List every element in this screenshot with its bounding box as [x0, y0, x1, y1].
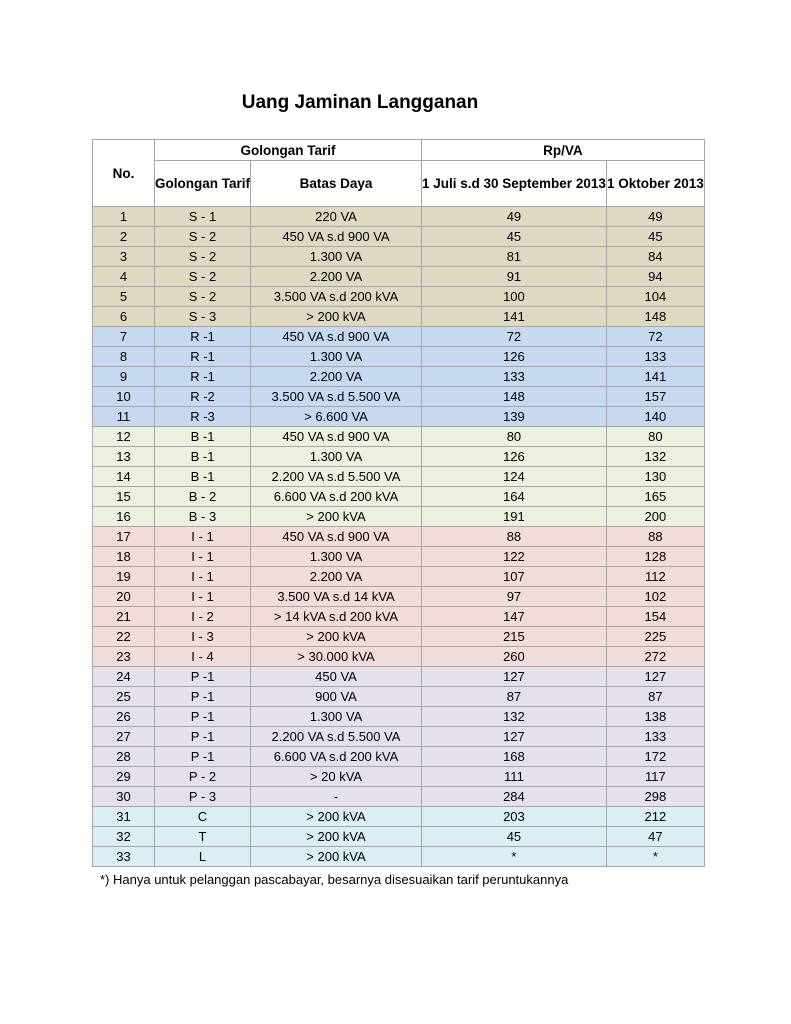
rp-va-period-1-cell: 45	[422, 227, 607, 247]
table-row	[93, 527, 705, 547]
rp-va-period-1-cell: 141	[422, 307, 607, 327]
table-row	[93, 347, 705, 367]
rp-va-period-2-cell: 212	[606, 807, 704, 827]
golongan-tarif-cell: B -1	[155, 427, 251, 447]
rp-va-period-2-cell: 104	[606, 287, 704, 307]
batas-daya-cell: 3.500 VA s.d 5.500 VA	[251, 387, 422, 407]
row-number: 5	[93, 287, 155, 307]
row-number: 20	[93, 587, 155, 607]
header-batas-daya: Batas Daya	[251, 161, 422, 207]
rp-va-period-2-cell: 165	[606, 487, 704, 507]
golongan-tarif-cell: P -1	[155, 707, 251, 727]
batas-daya-cell: > 200 kVA	[251, 627, 422, 647]
rp-va-period-1-cell: 126	[422, 347, 607, 367]
rp-va-period-1-cell: 72	[422, 327, 607, 347]
golongan-tarif-cell: I - 1	[155, 527, 251, 547]
rp-va-period-1-cell: 127	[422, 667, 607, 687]
rp-va-period-1-cell: 164	[422, 487, 607, 507]
table-row	[93, 507, 705, 527]
rp-va-period-1-cell: 147	[422, 607, 607, 627]
golongan-tarif-cell: S - 1	[155, 207, 251, 227]
row-number: 14	[93, 467, 155, 487]
row-number: 21	[93, 607, 155, 627]
table-row	[93, 367, 705, 387]
batas-daya-cell: 1.300 VA	[251, 247, 422, 267]
rp-va-period-1-cell: 45	[422, 827, 607, 847]
rp-va-period-1-cell: 168	[422, 747, 607, 767]
batas-daya-cell: 2.200 VA	[251, 267, 422, 287]
row-number: 30	[93, 787, 155, 807]
batas-daya-cell: 3.500 VA s.d 14 kVA	[251, 587, 422, 607]
header-rp-va-group: Rp/VA	[422, 140, 705, 161]
row-number: 29	[93, 767, 155, 787]
golongan-tarif-cell: R -1	[155, 367, 251, 387]
batas-daya-cell: 2.200 VA	[251, 567, 422, 587]
table-row	[93, 747, 705, 767]
rp-va-period-2-cell: 148	[606, 307, 704, 327]
row-number: 6	[93, 307, 155, 327]
golongan-tarif-cell: R -2	[155, 387, 251, 407]
row-number: 33	[93, 847, 155, 867]
golongan-tarif-cell: S - 2	[155, 247, 251, 267]
golongan-tarif-cell: S - 2	[155, 227, 251, 247]
rp-va-period-2-cell: 132	[606, 447, 704, 467]
rp-va-period-1-cell: 127	[422, 727, 607, 747]
batas-daya-cell: 2.200 VA	[251, 367, 422, 387]
row-number: 3	[93, 247, 155, 267]
batas-daya-cell: 1.300 VA	[251, 547, 422, 567]
row-number: 11	[93, 407, 155, 427]
golongan-tarif-cell: P -1	[155, 747, 251, 767]
table-row	[93, 207, 705, 227]
header-period-1: 1 Juli s.d 30 September 2013	[422, 161, 607, 207]
rp-va-period-2-cell: 94	[606, 267, 704, 287]
header-period-2: 1 Oktober 2013	[606, 161, 704, 207]
row-number: 8	[93, 347, 155, 367]
batas-daya-cell: 3.500 VA s.d 200 kVA	[251, 287, 422, 307]
rp-va-period-2-cell: 45	[606, 227, 704, 247]
golongan-tarif-cell: B -1	[155, 447, 251, 467]
rp-va-period-2-cell: *	[606, 847, 704, 867]
batas-daya-cell: > 6.600 VA	[251, 407, 422, 427]
table-row	[93, 687, 705, 707]
batas-daya-cell: 220 VA	[251, 207, 422, 227]
table-row	[93, 787, 705, 807]
rp-va-period-1-cell: 215	[422, 627, 607, 647]
golongan-tarif-cell: C	[155, 807, 251, 827]
row-number: 23	[93, 647, 155, 667]
table-row	[93, 287, 705, 307]
table-row	[93, 727, 705, 747]
row-number: 25	[93, 687, 155, 707]
rp-va-period-2-cell: 272	[606, 647, 704, 667]
rp-va-period-2-cell: 172	[606, 747, 704, 767]
row-number: 13	[93, 447, 155, 467]
table-row	[93, 627, 705, 647]
golongan-tarif-cell: R -3	[155, 407, 251, 427]
batas-daya-cell: 900 VA	[251, 687, 422, 707]
table-row	[93, 667, 705, 687]
table-row	[93, 427, 705, 447]
rp-va-period-2-cell: 72	[606, 327, 704, 347]
batas-daya-cell: 450 VA	[251, 667, 422, 687]
batas-daya-cell: 2.200 VA s.d 5.500 VA	[251, 467, 422, 487]
rp-va-period-2-cell: 84	[606, 247, 704, 267]
rp-va-period-2-cell: 117	[606, 767, 704, 787]
row-number: 12	[93, 427, 155, 447]
batas-daya-cell: 6.600 VA s.d 200 kVA	[251, 747, 422, 767]
rp-va-period-2-cell: 157	[606, 387, 704, 407]
rp-va-period-2-cell: 140	[606, 407, 704, 427]
golongan-tarif-cell: I - 1	[155, 547, 251, 567]
golongan-tarif-cell: I - 2	[155, 607, 251, 627]
rp-va-period-1-cell: 81	[422, 247, 607, 267]
rp-va-period-1-cell: 97	[422, 587, 607, 607]
batas-daya-cell: > 200 kVA	[251, 847, 422, 867]
table-row	[93, 607, 705, 627]
golongan-tarif-cell: P - 3	[155, 787, 251, 807]
rp-va-period-2-cell: 133	[606, 347, 704, 367]
table-row	[93, 227, 705, 247]
row-number: 7	[93, 327, 155, 347]
batas-daya-cell: > 200 kVA	[251, 827, 422, 847]
table-row	[93, 707, 705, 727]
row-number: 24	[93, 667, 155, 687]
table-row	[93, 327, 705, 347]
golongan-tarif-cell: S - 3	[155, 307, 251, 327]
row-number: 31	[93, 807, 155, 827]
golongan-tarif-cell: I - 3	[155, 627, 251, 647]
row-number: 16	[93, 507, 155, 527]
header-golongan-tarif: Golongan Tarif	[155, 161, 251, 207]
table-row	[93, 267, 705, 287]
row-number: 19	[93, 567, 155, 587]
table-row	[93, 587, 705, 607]
rp-va-period-2-cell: 133	[606, 727, 704, 747]
batas-daya-cell: 450 VA s.d 900 VA	[251, 427, 422, 447]
row-number: 9	[93, 367, 155, 387]
rp-va-period-2-cell: 200	[606, 507, 704, 527]
row-number: 28	[93, 747, 155, 767]
golongan-tarif-cell: T	[155, 827, 251, 847]
rp-va-period-2-cell: 138	[606, 707, 704, 727]
rp-va-period-2-cell: 87	[606, 687, 704, 707]
rp-va-period-1-cell: 91	[422, 267, 607, 287]
row-number: 26	[93, 707, 155, 727]
row-number: 2	[93, 227, 155, 247]
batas-daya-cell: 450 VA s.d 900 VA	[251, 327, 422, 347]
batas-daya-cell: 1.300 VA	[251, 447, 422, 467]
header-golongan-tarif-group: Golongan Tarif	[155, 140, 422, 161]
table-row	[93, 567, 705, 587]
row-number: 32	[93, 827, 155, 847]
batas-daya-cell: 6.600 VA s.d 200 kVA	[251, 487, 422, 507]
table-row	[93, 407, 705, 427]
rp-va-period-1-cell: 111	[422, 767, 607, 787]
rp-va-period-2-cell: 154	[606, 607, 704, 627]
rp-va-period-2-cell: 47	[606, 827, 704, 847]
batas-daya-cell: > 30.000 kVA	[251, 647, 422, 667]
rp-va-period-2-cell: 112	[606, 567, 704, 587]
rp-va-period-1-cell: 284	[422, 787, 607, 807]
rp-va-period-2-cell: 88	[606, 527, 704, 547]
rp-va-period-1-cell: 124	[422, 467, 607, 487]
rp-va-period-1-cell: 203	[422, 807, 607, 827]
batas-daya-cell: > 200 kVA	[251, 807, 422, 827]
row-number: 27	[93, 727, 155, 747]
rp-va-period-1-cell: 49	[422, 207, 607, 227]
rp-va-period-1-cell: 88	[422, 527, 607, 547]
table-row	[93, 807, 705, 827]
batas-daya-cell: > 200 kVA	[251, 307, 422, 327]
golongan-tarif-cell: I - 1	[155, 567, 251, 587]
rp-va-period-1-cell: 148	[422, 387, 607, 407]
rp-va-period-2-cell: 127	[606, 667, 704, 687]
rp-va-period-1-cell: 133	[422, 367, 607, 387]
rp-va-period-2-cell: 130	[606, 467, 704, 487]
batas-daya-cell: 450 VA s.d 900 VA	[251, 227, 422, 247]
row-number: 4	[93, 267, 155, 287]
rp-va-period-2-cell: 141	[606, 367, 704, 387]
row-number: 1	[93, 207, 155, 227]
table-row	[93, 387, 705, 407]
batas-daya-cell: 2.200 VA s.d 5.500 VA	[251, 727, 422, 747]
table-body	[93, 207, 705, 867]
golongan-tarif-cell: B - 2	[155, 487, 251, 507]
batas-daya-cell: -	[251, 787, 422, 807]
golongan-tarif-cell: P -1	[155, 727, 251, 747]
rp-va-period-2-cell: 102	[606, 587, 704, 607]
batas-daya-cell: > 200 kVA	[251, 507, 422, 527]
rp-va-period-1-cell: 107	[422, 567, 607, 587]
rp-va-period-1-cell: 126	[422, 447, 607, 467]
rp-va-period-1-cell: *	[422, 847, 607, 867]
golongan-tarif-cell: B -1	[155, 467, 251, 487]
golongan-tarif-cell: P - 2	[155, 767, 251, 787]
rp-va-period-2-cell: 49	[606, 207, 704, 227]
rp-va-period-1-cell: 132	[422, 707, 607, 727]
rp-va-period-1-cell: 100	[422, 287, 607, 307]
rp-va-period-1-cell: 80	[422, 427, 607, 447]
rp-va-period-1-cell: 260	[422, 647, 607, 667]
table-row	[93, 547, 705, 567]
row-number: 15	[93, 487, 155, 507]
page-title: Uang Jaminan Langganan	[241, 92, 479, 113]
header-no: No.	[93, 140, 155, 207]
rp-va-period-2-cell: 298	[606, 787, 704, 807]
footnote: *) Hanya untuk pelanggan pascabayar, besarnya disesuaikan tarif peruntukannya	[100, 872, 569, 887]
golongan-tarif-cell: S - 2	[155, 267, 251, 287]
rp-va-period-2-cell: 225	[606, 627, 704, 647]
table-row	[93, 647, 705, 667]
row-number: 17	[93, 527, 155, 547]
batas-daya-cell: 1.300 VA	[251, 347, 422, 367]
golongan-tarif-cell: I - 4	[155, 647, 251, 667]
rp-va-period-1-cell: 87	[422, 687, 607, 707]
rp-va-period-1-cell: 139	[422, 407, 607, 427]
rp-va-period-1-cell: 191	[422, 507, 607, 527]
golongan-tarif-cell: B - 3	[155, 507, 251, 527]
row-number: 18	[93, 547, 155, 567]
golongan-tarif-cell: R -1	[155, 327, 251, 347]
row-number: 22	[93, 627, 155, 647]
batas-daya-cell: 450 VA s.d 900 VA	[251, 527, 422, 547]
golongan-tarif-cell: P -1	[155, 667, 251, 687]
row-number: 10	[93, 387, 155, 407]
table-row	[93, 447, 705, 467]
batas-daya-cell: > 20 kVA	[251, 767, 422, 787]
table-row	[93, 247, 705, 267]
rp-va-period-2-cell: 80	[606, 427, 704, 447]
golongan-tarif-cell: I - 1	[155, 587, 251, 607]
tariff-table	[92, 139, 705, 867]
batas-daya-cell: > 14 kVA s.d 200 kVA	[251, 607, 422, 627]
rp-va-period-1-cell: 122	[422, 547, 607, 567]
table-row	[93, 487, 705, 507]
batas-daya-cell: 1.300 VA	[251, 707, 422, 727]
table-row	[93, 827, 705, 847]
golongan-tarif-cell: R -1	[155, 347, 251, 367]
table-row	[93, 307, 705, 327]
golongan-tarif-cell: L	[155, 847, 251, 867]
rp-va-period-2-cell: 128	[606, 547, 704, 567]
golongan-tarif-cell: S - 2	[155, 287, 251, 307]
table-row	[93, 467, 705, 487]
golongan-tarif-cell: P -1	[155, 687, 251, 707]
table-row	[93, 767, 705, 787]
table-row	[93, 847, 705, 867]
